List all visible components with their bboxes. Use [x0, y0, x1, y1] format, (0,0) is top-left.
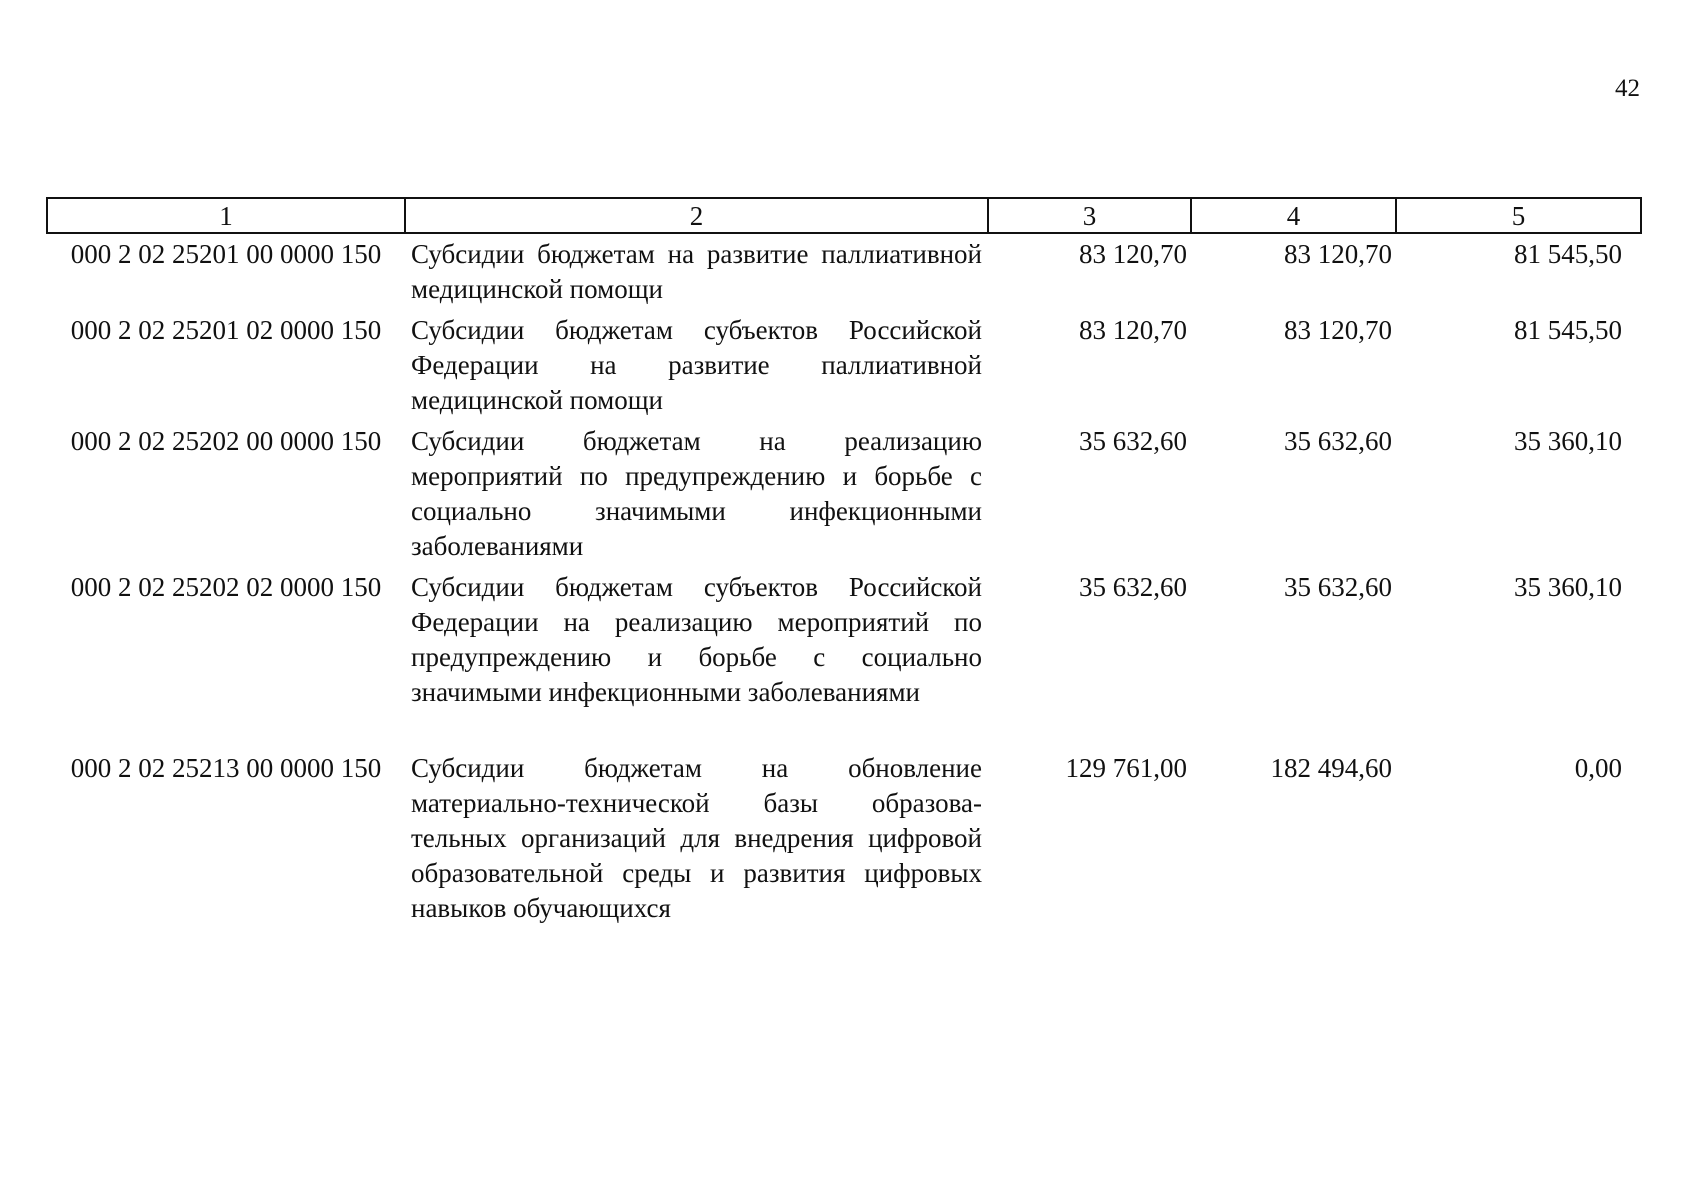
table-row	[47, 310, 1641, 421]
table-row	[47, 233, 1641, 310]
value-col-5: 35 360,10	[1514, 426, 1622, 456]
value-col-5: 35 360,10	[1514, 572, 1622, 602]
budget-code: 000 2 02 25201 00 0000 150	[70, 239, 382, 269]
header-col-3: 3	[988, 198, 1191, 233]
value-col-5: 0,00	[1574, 753, 1622, 783]
table-header	[47, 198, 1641, 233]
description: Субсидии бюджетам субъектов Российской Федерации на развитие паллиативной медицинской помощи	[411, 315, 982, 415]
value-col-4: 182 494,60	[1270, 753, 1392, 783]
header-col-5: 5	[1396, 198, 1641, 233]
value-col-3: 83 120,70	[1079, 239, 1187, 269]
table-row	[47, 567, 1641, 713]
header-col-1: 1	[47, 198, 405, 233]
value-col-4: 35 632,60	[1284, 426, 1392, 456]
value-col-4: 83 120,70	[1284, 239, 1392, 269]
value-col-3: 83 120,70	[1079, 315, 1187, 345]
table-row	[47, 421, 1641, 567]
header-col-4: 4	[1191, 198, 1396, 233]
value-col-3: 35 632,60	[1079, 426, 1187, 456]
table-row	[47, 713, 1641, 926]
page-number: 42	[1615, 75, 1640, 102]
description: Субсидии бюджетам на развитие паллиативной медицинской помощи	[411, 239, 982, 304]
value-col-4: 83 120,70	[1284, 315, 1392, 345]
budget-code: 000 2 02 25213 00 0000 150	[70, 753, 382, 783]
value-col-5: 81 545,50	[1514, 239, 1622, 269]
value-col-3: 35 632,60	[1079, 572, 1187, 602]
description: Субсидии бюджетам на обновление материально-технической базы образова-тельных организаций для внедрения цифровой образовательной среды и развития цифровых навыков обучающихся	[411, 753, 982, 923]
budget-code: 000 2 02 25202 02 0000 150	[70, 572, 382, 602]
budget-table	[46, 197, 1642, 926]
header-col-2: 2	[405, 198, 988, 233]
value-col-4: 35 632,60	[1284, 572, 1392, 602]
value-col-3: 129 761,00	[1065, 753, 1187, 783]
table-body	[47, 233, 1641, 926]
description: Субсидии бюджетам субъектов Российской Федерации на реализацию мероприятий по предупреждению и борьбе с социально значимыми инфекционными заболеваниями	[411, 572, 982, 707]
budget-code: 000 2 02 25201 02 0000 150	[70, 315, 382, 345]
value-col-5: 81 545,50	[1514, 315, 1622, 345]
budget-code: 000 2 02 25202 00 0000 150	[70, 426, 382, 456]
description: Субсидии бюджетам на реализацию мероприятий по предупреждению и борьбе с социально значимыми инфекционными заболеваниями	[411, 426, 982, 561]
header-row	[47, 198, 1641, 233]
